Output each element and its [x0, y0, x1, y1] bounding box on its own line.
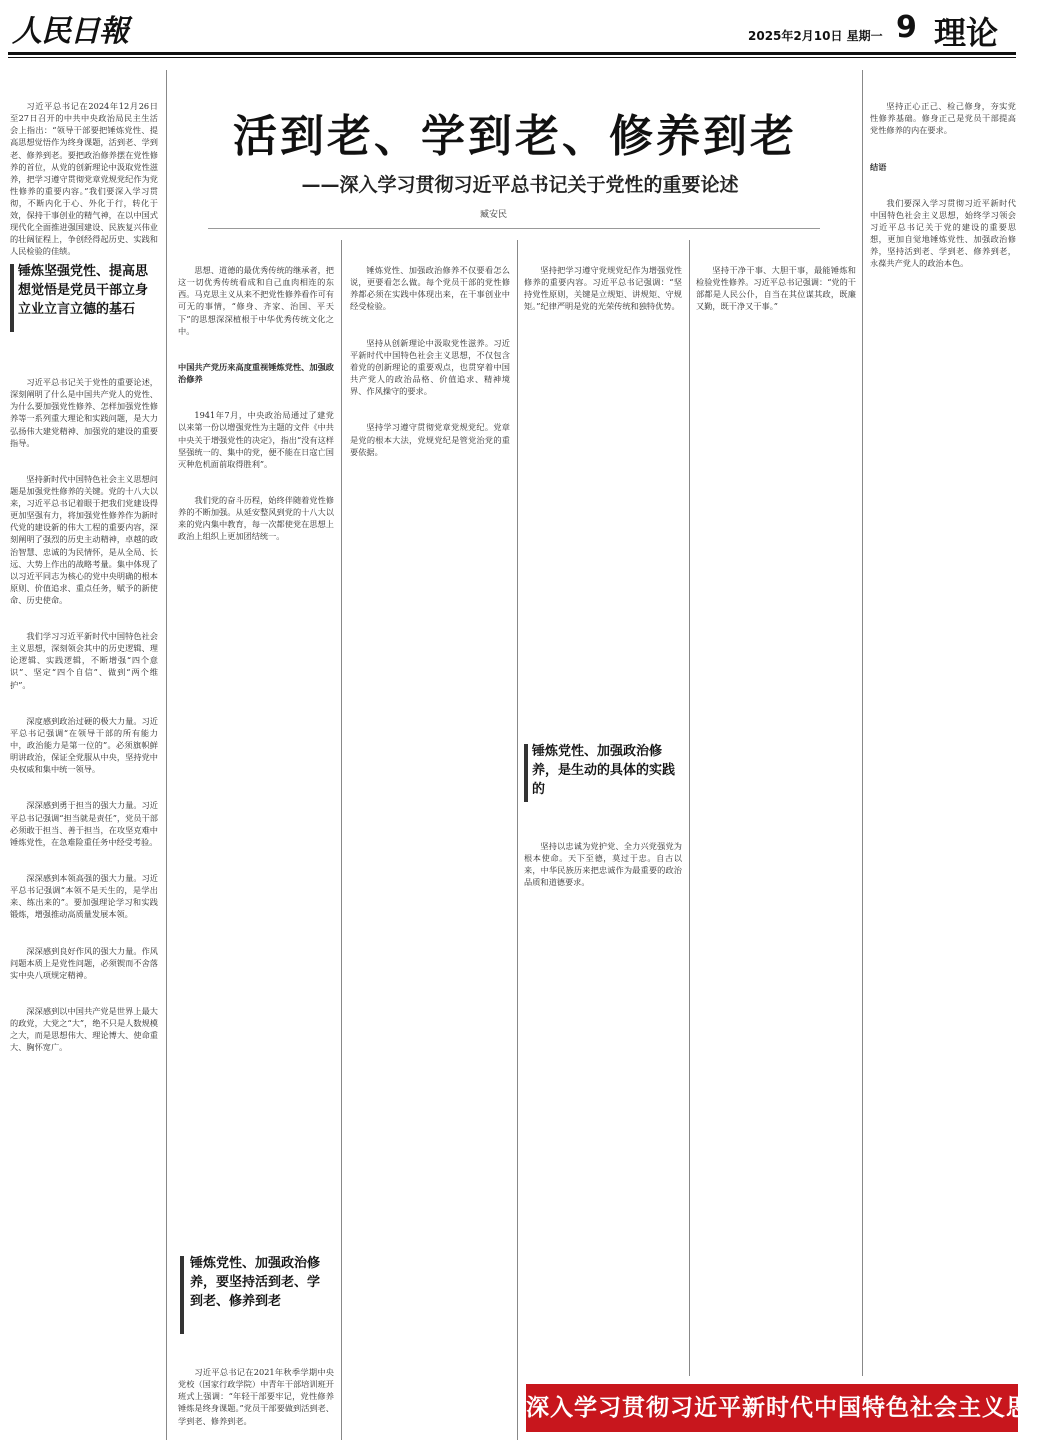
paragraph: 深深感到以中国共产党是世界上最大的政党，大党之“大”，绝不只是人数规模之大，而是思想伟大、理论博大、使命重大、胸怀宽广。: [10, 1006, 158, 1053]
paragraph: 习近平总书记关于党性的重要论述，深刻阐明了什么是中国共产党人的党性、为什么要加强党性修养、怎样加强党性修养等一系列重大理论和实践问题，是大力弘扬伟大建党精神、加强党的建设的重要指导。: [10, 377, 158, 448]
article-title: 活到老、学到老、修养到老: [233, 111, 797, 162]
masthead-rule: [8, 52, 1016, 55]
paragraph: 思想、道德的最优秀传统的继承者，把这一切优秀传统看成和自己血肉相连的东西。马克思主义从来不把党性修养看作可有可无的事情，“修身、齐家、治国、平天下”的思想深深植根于中华优秀传统文化之中。: [178, 265, 334, 336]
lead-paragraph: [10, 76, 158, 257]
column-2-body: [178, 240, 334, 1240]
paragraph: 坚持正心正己、检己修身，夯实党性修养基础。修身正己是党员干部提高党性修养的内在要求。: [870, 101, 1016, 136]
column-4-body-top: [524, 240, 682, 710]
column-divider: [166, 70, 167, 1440]
column-divider: [517, 240, 518, 1440]
paragraph: 坚持以忠诚为党护党、全力兴党强党为根本使命。天下至德，莫过于忠。自古以来，中华民族历来把忠诚作为最重要的政治品质和道德要求。: [524, 841, 682, 888]
column-1-body: [10, 352, 158, 1440]
subhead-bar: [10, 264, 14, 332]
paragraph: 我们要深入学习贯彻习近平新时代中国特色社会主义思想，始终学习领会习近平总书记关于党的建设的重要思想，更加自觉地锤炼党性、加强政治修养，坚持活到老、学到老、修养到老，永葆共产党人的政治本色。: [870, 197, 1016, 269]
article-author: 臧安民: [480, 210, 508, 220]
headline-separator: [208, 228, 820, 229]
section-1-heading: 锤炼坚强党性、提高思想觉悟是党员干部立身立业立言立德的基石: [18, 264, 149, 317]
subhead-bar: [524, 744, 528, 802]
column-2-tail: [178, 1342, 334, 1438]
paragraph: 坚持把学习遵守党规党纪作为增强党性修养的重要内容。习近平总书记强调：“坚持党性原则，关键是立规矩、讲规矩、守规矩。”纪律严明是党的光荣传统和独特优势。: [524, 265, 682, 312]
newspaper-logo: 人民日報: [12, 14, 128, 49]
column-5-body: [696, 240, 856, 1376]
paragraph: 我们党的奋斗历程，始终伴随着党性修养的不断加强。从延安整风到党的十八大以来的党内集中教育，每一次都使党在思想上政治上组织上更加团结统一。: [178, 494, 334, 542]
paragraph: 习近平总书记在2021年秋季学期中央党校（国家行政学院）中青年干部培训班开班式上强调：“年轻干部要牢记，党性修养锤炼是终身课题。”党员干部要做到活到老、学到老、修养到老。: [178, 1367, 334, 1426]
paragraph: 深深感到良好作风的强大力量。作风问题本质上是党性问题，必须锲而不舍落实中央八项规定精神。: [10, 945, 158, 980]
paragraph: 结语: [870, 161, 887, 172]
paragraph: 坚持新时代中国特色社会主义思想问题是加强党性修养的关键。党的十八大以来，习近平总书记着眼于把我们党建设得更加坚强有力，将加强党性修养作为新时代党的建设新的伟大工程的重要内容，深刻阐明了强烈的历史主动精神，卓越的政治智慧、忠诚的为民情怀，是从全局、长远、大势上作出的战略考量。集中体现了以习近平同志为核心的党中央明确的根本原则、价值追求、重点任务，赋予的新使命、历史使命。: [10, 473, 158, 605]
paragraph: 坚持从创新理论中汲取党性滋养。习近平新时代中国特色社会主义思想，不仅包含着党的创新理论的重要观点，也贯穿着中国共产党人的政治品格、价值追求、精神境界、作风操守的要求。: [350, 337, 510, 397]
theme-banner: 深入学习贯彻习近平新时代中国特色社会主义思想: [526, 1384, 1018, 1432]
masthead: [0, 0, 1024, 54]
page-number: 9: [896, 10, 917, 45]
column-divider: [862, 70, 863, 1376]
paragraph: 坚持干净干事、大胆干事，最能锤炼和检验党性修养。习近平总书记强调：“党的干部都是人民公仆，自当在其位谋其政，既廉又勤，既干净又干事。”: [696, 265, 856, 312]
masthead-rule-thin: [8, 57, 1016, 58]
paragraph: 锤炼党性、加强政治修养不仅要看怎么说，更要看怎么做。每个党员干部的党性修养都必须在实践中体现出来，在干事创业中经受检验。: [350, 265, 510, 312]
column-4-body-bottom: [524, 816, 682, 1376]
paragraph: 我们学习习近平新时代中国特色社会主义思想，深刻领会其中的历史逻辑、理论逻辑、实践逻辑，不断增强“四个意识”、坚定“四个自信”、做到“两个维护”。: [10, 631, 158, 690]
section-4-heading: 锤炼党性、加强政治修养，是生动的具体的实践的: [532, 744, 676, 797]
column-3-body: [350, 240, 510, 1438]
paragraph: 中国共产党历来高度重视锤炼党性、加强政治修养: [178, 361, 334, 385]
section-3-heading: 锤炼党性、加强政治修养，要坚持活到老、学到老、修养到老: [190, 1256, 321, 1309]
article-subtitle: ——深入学习贯彻习近平总书记关于党性的重要论述: [301, 174, 739, 196]
issue-date: 2025年2月10日 星期一: [748, 29, 883, 43]
paragraph: 坚持学习遵守贯彻党章党规党纪。党章是党的根本大法，党规党纪是管党治党的重要依据。: [350, 422, 510, 457]
paragraph: 深深感到本领高强的强大力量。习近平总书记强调“本领不是天生的，是学出来、练出来的”。要加强理论学习和实践锻炼，增强推动高质量发展本领。: [10, 873, 158, 920]
column-6-body: [870, 76, 1016, 1376]
column-divider: [689, 240, 690, 1376]
paragraph: 深深感到勇于担当的强大力量。习近平总书记强调“担当就是责任”，党员干部必须敢于担当、善于担当，在攻坚克难中锤炼党性，在急难险重任务中经受考验。: [10, 800, 158, 847]
lead-text: 习近平总书记在2024年12月26日至27日召开的中共中央政治局民主生活会上指出：“领导干部要把锤炼党性、提高思想觉悟作为终身课题，活到老、学到老、修养到老。要把政治修养摆在党性修养的首位，从党的创新理论中汲取党性滋养，把学习遵守贯彻党章党规党纪作为党性修养的重要内容。”我们要深入学习贯彻，不断内化于心、外化于行，转化于效，保持干事创业的精气神，在以中国式现代化全面推进强国建设、民族复兴伟业的壮阔征程上，争创经得起历史、实践和人民检验的佳绩。: [10, 101, 158, 257]
section-name: 理论: [934, 14, 999, 52]
paragraph: 深度感到政治过硬的极大力量。习近平总书记强调“在领导干部的所有能力中，政治能力是第一位的”。必须旗帜鲜明讲政治，保证全党服从中央，坚持党中央权威和集中统一领导。: [10, 715, 158, 775]
paragraph: 1941年7月，中央政治局通过了建党以来第一份以增强党性为主题的文件《中共中央关于增强党性的决定》，指出“没有这样坚强统一的、集中的党，便不能在日寇亡国灭种危机面前取得胜利”。: [178, 410, 334, 469]
column-divider: [341, 240, 342, 1440]
subhead-bar: [180, 1256, 184, 1334]
